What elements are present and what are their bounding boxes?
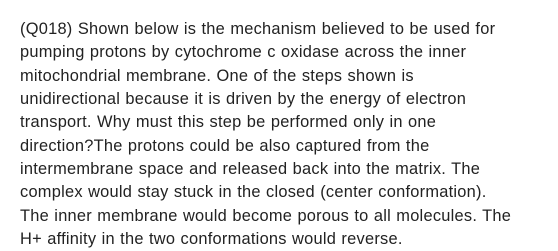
- question-line-9: The inner membrane would become porous to all molecules. The: [20, 206, 512, 225]
- question-line-7: intermembrane space and released back into the matrix. The: [20, 160, 481, 179]
- question-text: [20, 18, 548, 251]
- question-line-2: pumping protons by cytochrome c oxidase across the inner: [20, 43, 467, 62]
- question-line-4: unidirectional because it is driven by the energy of electron: [20, 90, 467, 109]
- question-line-10: H+ affinity in the two conformations would reverse.: [20, 230, 403, 249]
- question-line-5: transport. Why must this step be performed only in one: [20, 113, 437, 132]
- question-line-8: complex would stay stuck in the closed (center conformation).: [20, 183, 487, 202]
- question-line-3: mitochondrial membrane. One of the steps shown is: [20, 66, 414, 85]
- question-line-6: direction?The protons could be also captured from the: [20, 136, 430, 155]
- question-line-1: (Q018) Shown below is the mechanism believed to be used for: [20, 20, 496, 38]
